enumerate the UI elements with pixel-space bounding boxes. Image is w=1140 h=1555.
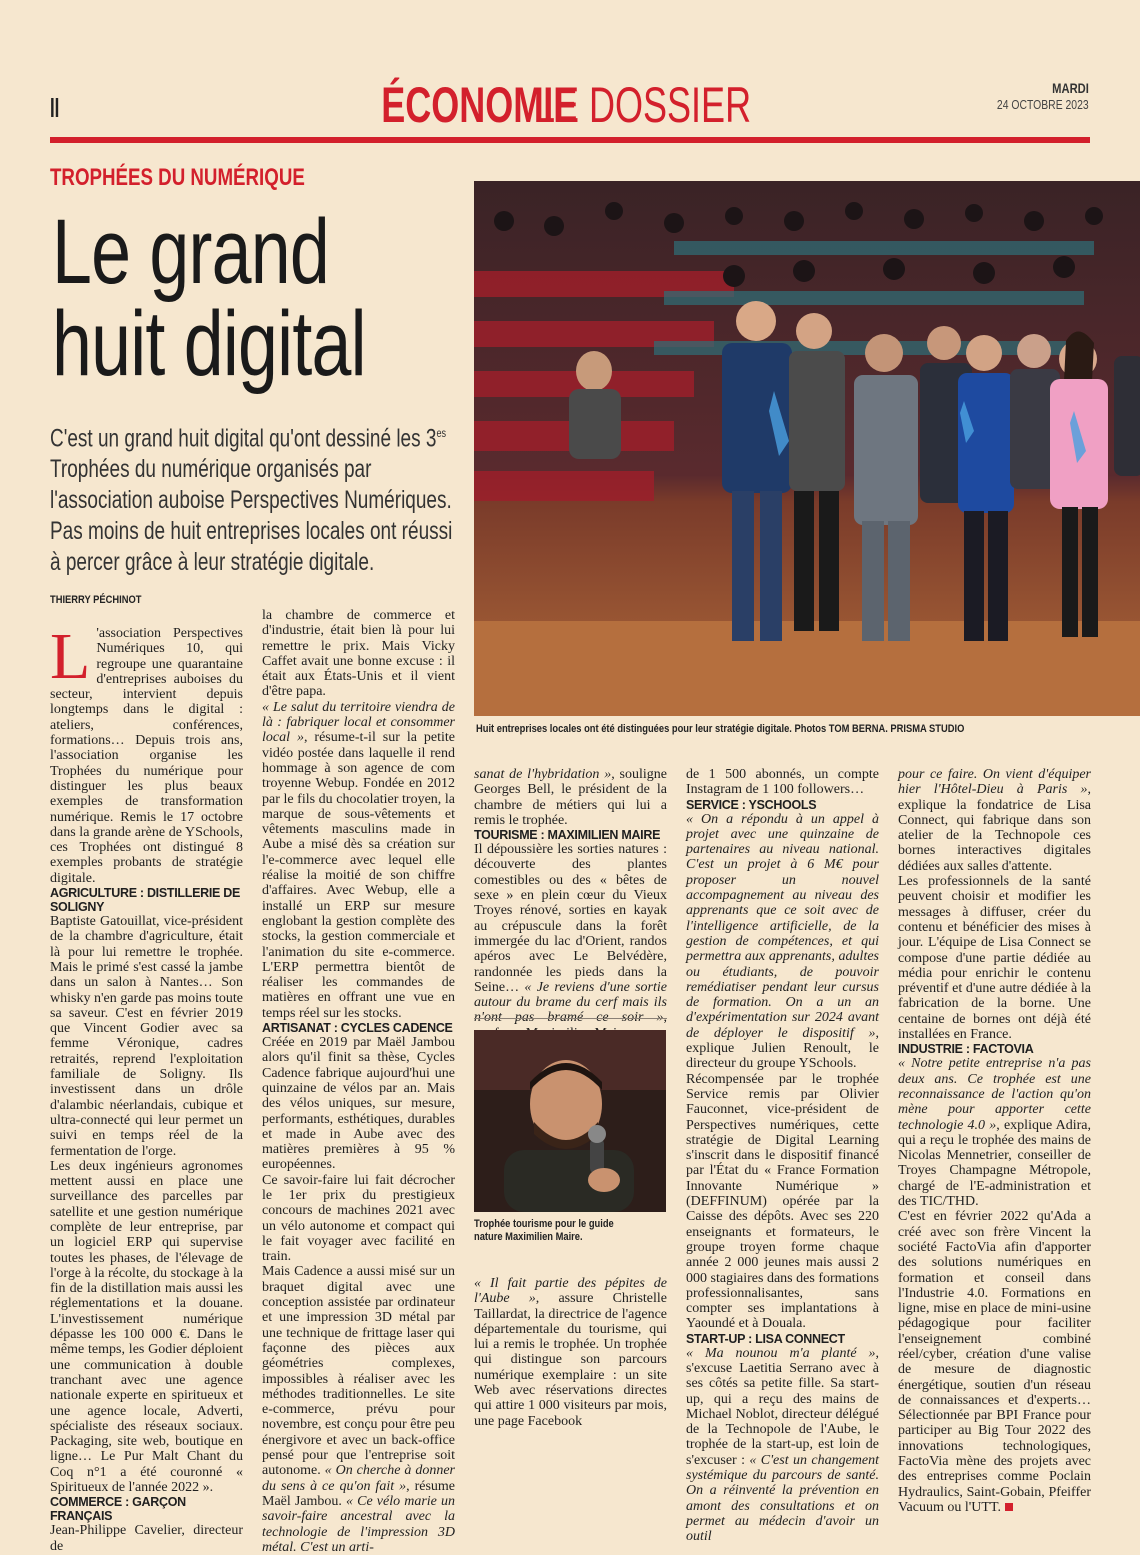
section-title [0,78,1140,132]
paragraph: Baptiste Gatouillat, vice-président de la chambre d'agriculture, était là pour lui remettre le trophée. Mais le primé s'est cassé la jambe dans un salon à Nantes… Son whisky n'en garde pas moins toute sa saveur. C'est en février 2019 que Vincent Godier avec sa femme Véronique, cadres retraités, reprend l'exploitation familiale de Soligny. Ils investissent dans un drôle d'alambic néerlandais, cubique et ultra-connecté qui leur permet un suivi en temps réel de la fermentation de l'orge. [50,914,243,1159]
guide-portrait-photo [474,1030,666,1212]
paragraph: la chambre de commerce et d'industrie, était bien là pour lui remettre le prix. Mais Vicky Caffet avait une bonne excuse : il était aux États-Unis et il vient d'être papa. [262,608,455,700]
quote: « Il fait partie des pépites de l'Aube » [474,1276,667,1307]
article-column-3 [474,767,667,1041]
quote: « Je reviens d'une sortie autour du brame du cerf mais ils n'ont pas bramé ce soir » [474,979,668,1026]
lead-text-end: Trophées du numérique organisés par l'association auboise Perspectives Numériques. Pas moins de huit entreprises locales ont réussi à percer grâce à leur stratégie digitale. [50,455,453,577]
quote: « Ce vélo marie un savoir-faire ancestral avec la technologie de l'impression 3D métal. C'est un arti- [262,1493,456,1555]
subhead-agriculture: AGRICULTURE : DISTILLERIE DE SOLIGNY [50,886,240,915]
quote-attribution: , s'excuse Laetitia Serrano avec à ses côtés sa petite fille. Sa start-up, qui a reçu des mains de Michael Noblot, directeur délégué de la Technopole de l'Aube, le trophée de la start-up, est loin de s'excuser : [686,1345,879,1468]
quote: sanat de l'hybridation » [474,767,612,782]
column-divider [474,1018,667,1019]
quote-attribution: , [663,1010,667,1026]
quote-attribution: , résume-t-il sur la petite vidéo postée dans laquelle il rend hommage à son agence de com troyenne Webup. Fondée en 2012 par le fils du chocolatier troyen, la marque de sous-vêtements et vêtements masculins made in Aube a misé dès sa création sur l'e-commerce avec lequel elle réalise la moitié de son chiffre d'affaires. Avec Webup, elle a installé un ERP sur mesure englobant la gestion complète des stocks, la gestion commerciale et l'animation du site e-commerce. L'ERP permettra bientôt de réaliser les commandes de matières en offrant une vue en temps réel sur les stocks. [262,730,455,1021]
inset-photo-caption: Trophée tourisme pour le guide nature Maximilien Maire. [474,1218,614,1243]
subhead-startup: START-UP : LISA CONNECT [686,1331,845,1346]
subhead-commerce: COMMERCE : GARÇON FRANÇAIS [50,1495,186,1524]
final-paragraph [898,1209,1091,1515]
quote-attribution: , résume Maël Jambou. [262,1478,456,1509]
quote-attribution: , explique Adira, qui a reçu le trophée des mains de Nicolas Mennetrier, conseiller de Troyes Champagne Métropole, chargé de l'E-administration et des TIC/THD. [898,1117,1091,1210]
quote-attribution: , souligne Georges Bell, le président de la chambre de métiers qui lui a remis le trophée. [474,767,667,828]
quote-attribution: , explique Julien Renoult, le directeur du groupe YSchools. [686,1025,879,1072]
issue-date: 24 OCTOBRE 2023 [997,97,1089,112]
article-column-3-continued [474,1276,667,1429]
lead-text-start: C'est un grand huit digital qu'ont dessiné les 3 [50,424,437,453]
subhead-industrie: INDUSTRIE : FACTOVIA [898,1042,1034,1057]
quote: « On a répondu à un appel à projet avec une quinzaine de partenaires au niveau national. C'est un projet à 6 M€ pour proposer un nouvel accompagnement au niveau des apprenants que ce soit avec de l'intelligence artificielle, de la gestion de compétences, et qui permettra aux apprenants, adultes ou étudiants, de pouvoir remédiatiser pendant leur cursus de formation. On a un an d'expérimentation sur 2024 avant de déployer le dispositif » [686,811,879,1041]
quote-paragraph [474,1276,667,1429]
paragraph-text: Il dépoussière les sorties natures : découverte des plantes comestibles ou des « bêtes de sexe » en plein cœur du Vieux Troyes rénové, sorties en kayak au crépuscule dans la forêt immergée du lac d'Orient, randos apéros avec Le Belvédère, randonnée les pieds dans la Seine… [474,842,667,995]
main-photo-caption: Huit entreprises locales ont été distinguées pour leur stratégie digitale. Photos TOM BERNA. PRISMA STUDIO [476,723,965,735]
paragraph-text: Mais Cadence a aussi misé sur un braquet digital avec une conception assistée par ordinateur et une impression 3D métal par une technique de frittage laser qui façonne des pièces aux géométries complexes, impossibles à réaliser avec les méthodes traditionnelles. Le site e-commerce, prévu pour novembre, est conçu pour être peu énergivore et avec un back-office pensé pour que l'entreprise soit autonome. [262,1264,455,1479]
page-number: II [50,92,60,123]
headline-line-2: huit digital [52,293,366,395]
subhead-service: SERVICE : YSCHOOLS [686,797,817,812]
article-column-2 [262,608,455,1555]
quote-paragraph [262,1264,455,1555]
header-rule [50,137,1090,143]
lead-superscript: es [436,426,447,440]
quote-paragraph [686,1346,879,1545]
article-column-5 [898,767,1091,1515]
section-name: ÉCONOMIE [381,77,578,133]
article-headline [52,201,458,395]
quote: « Ma nounou m'a planté » [686,1345,876,1361]
paragraph: de 1 500 abonnés, un compte Instagram de 1 100 followers… [686,767,879,798]
paragraph: Créée en 2019 par Maël Jambou alors qu'il finit sa thèse, Cycles Cadence fabrique aujourd'hui une quinzaine de vélos par an. Mais des vélos uniques, sur mesure, performants, esthétiques, durables et made in Aube avec des matières premières à 95 % européennes. [262,1035,455,1173]
quote-paragraph [686,812,879,1072]
quote: « Le salut du territoire viendra de là : fabriquer local et consommer local » [262,699,455,746]
quote-attribution: , assure Christelle Taillardat, la directrice de l'agence départementale du tourisme, qui lui a remis le trophée. Un trophée qui distingue son parcours numérique exemplaire : un site Web avec réservations directes qui attire 1 000 visiteurs par mois, une page Facebook [474,1291,667,1429]
inset-photo [474,1030,666,1212]
quote-paragraph [898,1056,1091,1209]
award-ceremony-photo [474,181,1140,716]
issue-day: MARDI [1052,80,1089,96]
drop-cap: L [50,620,91,693]
paragraph: Les professionnels de la santé peuvent choisir et modifier les messages à diffuser, créer du contenu et bénéficier des mises à jour. L'équipe de Lisa Connect se compose d'une partie dédiée au média pour enrichir le contenu préventif et d'une autre dédiée à la fabrication de la borne. Une centaine de bornes ont déjà été installées en France. [898,874,1091,1043]
byline: THIERRY PÉCHINOT [50,594,142,606]
quote-paragraph [262,700,455,1021]
quote-paragraph [898,767,1091,874]
quote-paragraph [474,842,667,1041]
paragraph: Récompensée par le trophée Service remis par Olivier Fauconnet, vice-président de Perspectives numériques, cette stratégie de Digital Learning s'inscrit dans le dispositif financé par l'État du « France Formation Innovante Numérique » (DEFFINUM) opérée par la Caisse des dépôts. Avec ses 220 enseignants et formateurs, le groupe troyen forme chaque année 2 000 jeunes mais aussi 2 000 stagiaires dans des formations professionnalisantes, sans compter ses implantations à Yaoundé et à Douala. [686,1071,879,1332]
end-of-article-mark [1005,1503,1013,1511]
paragraph: Les deux ingénieurs agronomes mettent aussi en place une surveillance des parcelles par satellite et une gestion numérique complète de leur entreprise, par un logiciel ERP qui supervise toutes les phases, de l'élevage de l'orge à la récolte, du stockage à la fin de la distillation mais aussi les réglementations et la douane. L'investissement numérique dépasse les 100 000 €. Dans le même temps, les Godier déploient une communication à double tranchant avec une agence nationale experte en spiritueux et une agence locale, Adverti, spécialiste des réseaux sociaux. Packaging, site web, boutique en ligne… Le Pur Malt Chant du Coq n°1 a été couronné « Spiritueux de l'année 2022 ». [50,1158,243,1496]
article-lead [50,418,460,578]
intro-text: 'association Perspectives Numériques 10, qui regroupe une quarantaine d'entreprises auboises du secteur, intervient depuis longtemps dans le digital : ateliers, conférences, formations… Depuis trois ans, l'association organise les Trophées du numérique pour distinguer les plus beaux exemples de transformation numérique. Remis le 17 octobre dans la grande arène de YSchools, ces Trophées ont distingué 8 exemples probants de stratégie digitale. [50,626,243,886]
quote-paragraph [474,767,667,828]
quote: « C'est un changement systémique du parcours de santé. On a réinventé la prévention en amont des consultations et on permet au médecin d'avoir un outil [686,1452,879,1545]
subhead-artisanat: ARTISANAT : CYCLES CADENCE [262,1021,453,1036]
quote: « Notre petite entreprise n'a pas deux ans. Ce trophée est une reconnaissance de l'action qu'on mène pour apporter cette technologie 4.0 » [898,1056,1091,1133]
paragraph-text: C'est en février 2022 qu'Ada a créé avec son frère Vincent la société FactoVia afin d'apporter des solutions numériques en formation et conseil dans l'Industrie 4.0. Formations en ligne, mise en place de mini-usine pédagogique pour faciliter l'enseignement combiné réel/cyber, création d'une valise de mesure de diagnostic énergétique, soutien d'un réseau de connaissances et d'experts… Sélectionnée par BPI France pour participer au Big Tour 2022 des innovations technologiques, FactoVia mène des projets avec des entreprises comme Poclain Hydraulics, Saint-Gobain, Pfeiffer Vacuum ou l'UTT. [898,1209,1091,1515]
intro-paragraph [50,620,243,886]
subhead-tourisme: TOURISME : MAXIMILIEN MAIRE [474,828,661,843]
article-column-1 [50,620,243,1554]
quote: « On cherche à donner du sens à ce qu'on fait » [262,1463,456,1494]
paragraph: Ce savoir-faire lui fait décrocher le 1er prix du prestigieux concours de machines 2021 avec un vélo autonome et compact qui le fait voyager avec facilité en train. [262,1172,455,1265]
headline-line-1: Le grand [52,201,330,303]
article-column-4 [686,767,879,1545]
paragraph: Jean-Philippe Cavelier, directeur de [50,1523,243,1554]
subsection-name: LE DOSSIER [535,77,752,133]
quote: pour ce faire. On vient d'équiper hier l'Hôtel-Dieu à Paris » [898,767,1091,798]
main-photo [474,181,1140,716]
quote-attribution: , explique la fondatrice de Lisa Connect, qui fabrique dans son atelier de la Technopole ces bornes interactives digitales dédiées aux salles d'attente. [898,782,1091,874]
article-kicker: TROPHÉES DU NUMÉRIQUE [50,164,305,191]
